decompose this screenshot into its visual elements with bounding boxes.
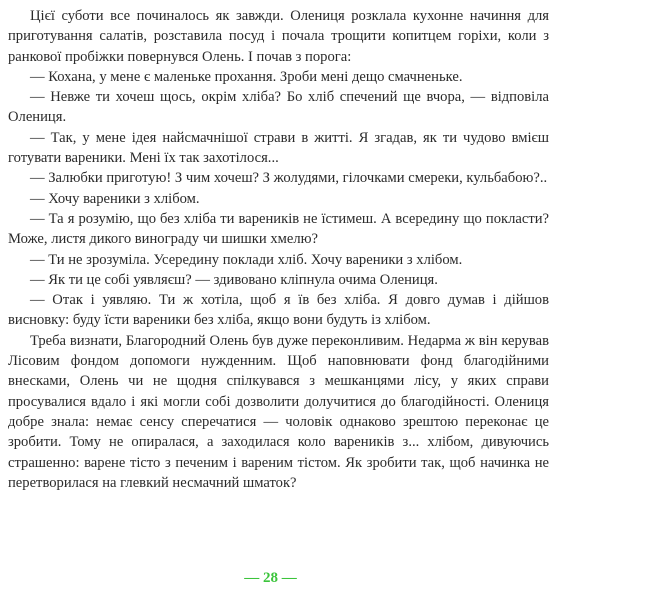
dialogue-line: — Хочу вареники з хлібом. <box>30 190 200 207</box>
book-page-text <box>8 6 549 493</box>
page-number: — 28 — <box>244 570 297 586</box>
paragraph-intro: Цієї суботи все починалось як завжди. Олениця розклала кухонне начиння для приготування салатів, розставила посуд і почала трощити копитцем горіхи, коли з ранкової пробіжки повернувся Олень. І почав з порога: <box>8 8 549 65</box>
dialogue-line: — Залюбки приготую! З чим хочеш? З жолудями, гілочками смереки, кульбабою?.. <box>30 170 548 187</box>
dialogue-line: — Як ти це собі уявляєш? — здивовано кліпнула очима Олениця. <box>30 271 438 288</box>
dialogue-line: — Та я розумію, що без хліба ти вареників не їстимеш. А всередину що покласти? Може, листя дикого винограду чи шишки хмелю? <box>8 210 549 248</box>
dialogue-line: — Кохана, у мене є маленьке прохання. Зроби мені дещо смачненьке. <box>30 68 463 85</box>
dialogue-line: — Ти не зрозуміла. Усередину поклади хліб. Хочу вареники з хлібом. <box>30 251 463 268</box>
dialogue-line: — Отак і уявляю. Ти ж хотіла, щоб я їв без хліба. Я довго думав і дійшов висновку: буду їсти вареники без хліба, якщо вони будуть із хлібом. <box>8 292 549 329</box>
dialogue-line: — Так, у мене ідея найсмачнішої страви в житті. Я згадав, як ти чудово вмієш готувати вареники. Мені їх так захотілося... <box>8 129 549 167</box>
paragraph-narration: Треба визнати, Благородний Олень був дуже переконливим. Недарма ж він керував Лісовим фондом допомоги нужденним. Щоб наповнювати фонд благодійними внесками, Олень чи не щодня спілкувався з мешканцями лісу, у яких справи просувалися вдало і які могли собі дозволити долучитися до благодійності. Олениця добре знала: немає сенсу сперечатися — чоловік однаково зрештою переконає це зробити. Тому не опиралася, а заходилася коло вареників з... хлібом, дивуючись страшенно: варене тісто з печеним і вареним тістом. Як зробити так, щоб начинка не перетворилася на глевкий несмачний шматок? <box>8 332 549 491</box>
dialogue-line: — Невже ти хочеш щось, окрім хліба? Бо хліб спечений ще вчора, — відповіла Олениця. <box>8 89 549 126</box>
